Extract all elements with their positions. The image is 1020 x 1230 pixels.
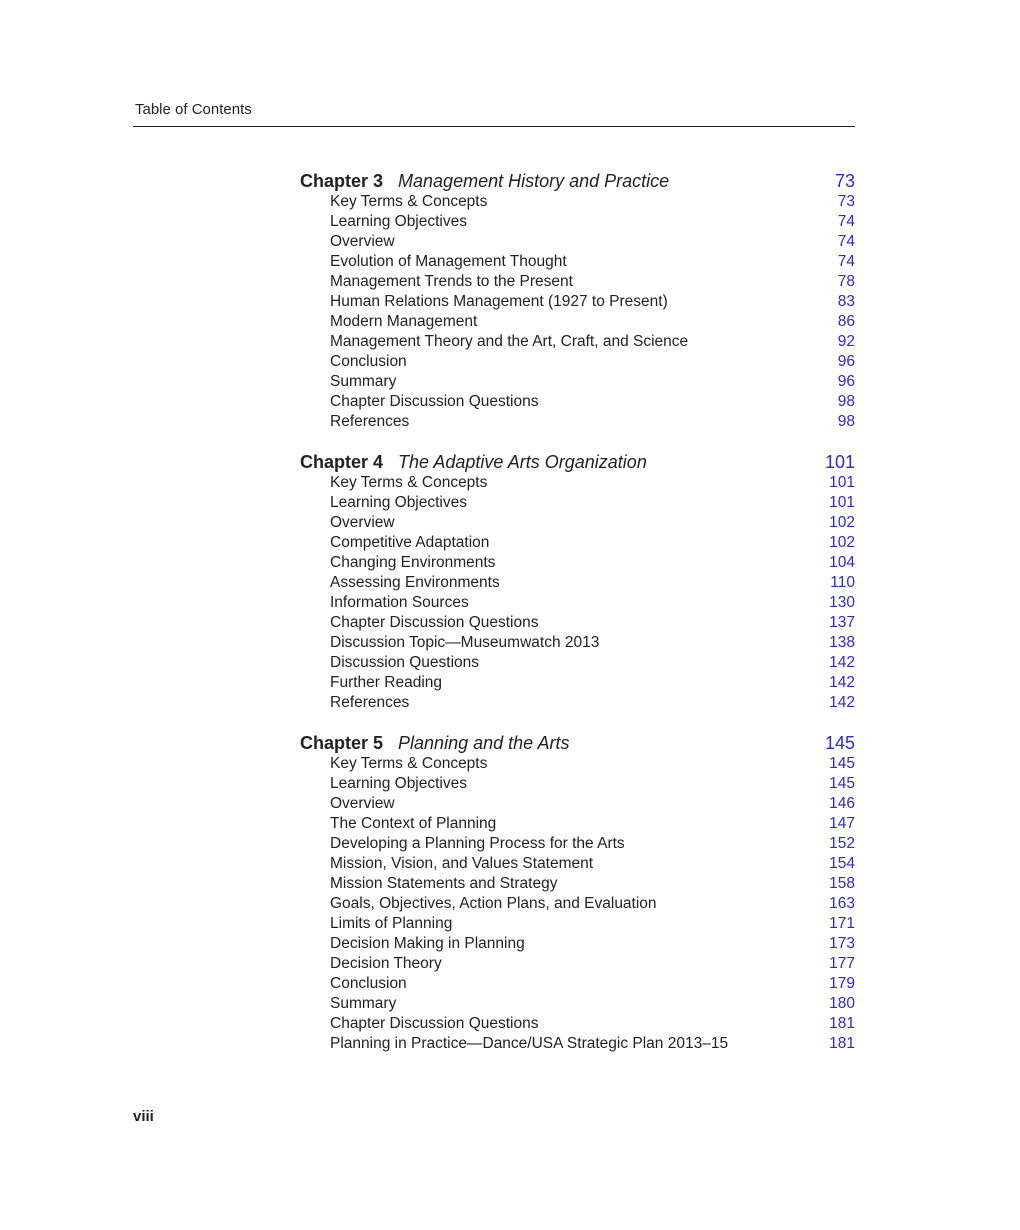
chapter-heading[interactable] xyxy=(300,170,855,192)
entry-page-link[interactable]: 98 xyxy=(837,393,855,410)
toc-entry[interactable] xyxy=(300,573,855,593)
entry-title: Goals, Objectives, Action Plans, and Evaluation xyxy=(330,895,657,912)
toc-entry[interactable] xyxy=(300,372,855,392)
entry-title: Information Sources xyxy=(330,594,469,611)
entry-page-link[interactable]: 86 xyxy=(837,313,855,330)
toc-entry[interactable] xyxy=(300,1034,855,1054)
entry-page-link[interactable]: 98 xyxy=(837,413,855,430)
entry-page-link[interactable]: 102 xyxy=(829,534,855,551)
table-of-contents xyxy=(300,170,855,1073)
toc-entry[interactable] xyxy=(300,834,855,854)
toc-entry[interactable] xyxy=(300,854,855,874)
toc-entry[interactable] xyxy=(300,232,855,252)
toc-entry[interactable] xyxy=(300,994,855,1014)
entry-page-link[interactable]: 137 xyxy=(829,614,855,631)
entry-title: Chapter Discussion Questions xyxy=(330,614,539,631)
entry-title: Learning Objectives xyxy=(330,494,467,511)
entry-page-link[interactable]: 142 xyxy=(829,674,855,691)
chapter-4 xyxy=(300,451,855,713)
entry-title: Modern Management xyxy=(330,313,478,330)
entry-title: Competitive Adaptation xyxy=(330,534,490,551)
entry-page-link[interactable]: 96 xyxy=(837,353,855,370)
entry-page-link[interactable]: 181 xyxy=(829,1035,855,1052)
toc-entry[interactable] xyxy=(300,874,855,894)
entry-page-link[interactable]: 158 xyxy=(829,875,855,892)
toc-entry[interactable] xyxy=(300,493,855,513)
entry-page-link[interactable]: 145 xyxy=(829,755,855,772)
entry-page-link[interactable]: 163 xyxy=(829,895,855,912)
entry-title: The Context of Planning xyxy=(330,815,497,832)
entry-page-link[interactable]: 177 xyxy=(829,955,855,972)
toc-entry[interactable] xyxy=(300,252,855,272)
toc-entry[interactable] xyxy=(300,332,855,352)
toc-entry[interactable] xyxy=(300,593,855,613)
entry-page-link[interactable]: 101 xyxy=(829,474,855,491)
entry-title: Mission, Vision, and Values Statement xyxy=(330,855,594,872)
entry-title: Limits of Planning xyxy=(330,915,453,932)
entry-page-link[interactable]: 73 xyxy=(837,193,855,210)
toc-entry[interactable] xyxy=(300,553,855,573)
entry-page-link[interactable]: 181 xyxy=(829,1015,855,1032)
entry-page-link[interactable]: 74 xyxy=(837,253,855,270)
entry-page-link[interactable]: 83 xyxy=(837,293,855,310)
entry-title: Changing Environments xyxy=(330,554,496,571)
toc-entry[interactable] xyxy=(300,352,855,372)
entry-page-link[interactable]: 173 xyxy=(829,935,855,952)
toc-entry[interactable] xyxy=(300,754,855,774)
chapter-title: Planning and the Arts xyxy=(398,733,570,753)
toc-entry[interactable] xyxy=(300,473,855,493)
entry-title: Planning in Practice—Dance/USA Strategic Plan 2013–15 xyxy=(330,1035,729,1052)
entry-title: Summary xyxy=(330,995,397,1012)
entry-title: Summary xyxy=(330,373,397,390)
entry-title: Overview xyxy=(330,233,395,250)
entry-page-link[interactable]: 74 xyxy=(837,233,855,250)
toc-entry[interactable] xyxy=(300,212,855,232)
entry-page-link[interactable]: 130 xyxy=(829,594,855,611)
toc-entry[interactable] xyxy=(300,774,855,794)
entry-title: Further Reading xyxy=(330,674,443,691)
entry-title: Overview xyxy=(330,514,395,531)
toc-entry[interactable] xyxy=(300,814,855,834)
toc-entry[interactable] xyxy=(300,312,855,332)
toc-entry[interactable] xyxy=(300,392,855,412)
entry-title: Conclusion xyxy=(330,353,407,370)
chapter-label: Chapter 4 xyxy=(300,452,384,472)
entry-page-link[interactable]: 179 xyxy=(829,975,855,992)
entry-title: Developing a Planning Process for the Arts xyxy=(330,835,625,852)
toc-entry[interactable] xyxy=(300,613,855,633)
entry-page-link[interactable]: 101 xyxy=(829,494,855,511)
entry-title: Management Trends to the Present xyxy=(330,273,573,290)
entry-title: Conclusion xyxy=(330,975,407,992)
entry-page-link[interactable]: 78 xyxy=(837,273,855,290)
chapter-label: Chapter 5 xyxy=(300,733,384,753)
entry-title: Management Theory and the Art, Craft, and Science xyxy=(330,333,689,350)
entry-title: Learning Objectives xyxy=(330,775,467,792)
running-head: Table of Contents xyxy=(135,101,252,118)
entry-title: Chapter Discussion Questions xyxy=(330,393,539,410)
chapter-5 xyxy=(300,732,855,1054)
toc-entry[interactable] xyxy=(300,633,855,653)
chapter-heading[interactable] xyxy=(300,451,855,473)
entry-page-link[interactable]: 96 xyxy=(837,373,855,390)
entry-page-link[interactable]: 74 xyxy=(837,213,855,230)
toc-entry[interactable] xyxy=(300,974,855,994)
chapter-label: Chapter 3 xyxy=(300,171,384,191)
entry-title: Human Relations Management (1927 to Present) xyxy=(330,293,668,310)
entry-page-link[interactable]: 138 xyxy=(829,634,855,651)
toc-entry[interactable] xyxy=(300,954,855,974)
toc-entry[interactable] xyxy=(300,914,855,934)
entry-page-link[interactable]: 110 xyxy=(830,574,855,591)
page-folio: viii xyxy=(133,1108,154,1125)
toc-entry[interactable] xyxy=(300,653,855,673)
chapter-page-link[interactable]: 73 xyxy=(834,171,855,191)
entry-page-link[interactable]: 152 xyxy=(829,835,855,852)
entry-title: Key Terms & Concepts xyxy=(330,474,488,491)
entry-page-link[interactable]: 180 xyxy=(829,995,855,1012)
entry-title: Key Terms & Concepts xyxy=(330,193,488,210)
entry-title: References xyxy=(330,694,410,711)
toc-entry[interactable] xyxy=(300,412,855,432)
chapter-page-link[interactable]: 101 xyxy=(824,452,855,472)
toc-entry[interactable] xyxy=(300,272,855,292)
header-rule xyxy=(133,126,855,127)
entry-title: Assessing Environments xyxy=(330,574,500,591)
entry-title: Overview xyxy=(330,795,395,812)
chapter-title: The Adaptive Arts Organization xyxy=(398,452,647,472)
entry-page-link[interactable]: 104 xyxy=(829,554,855,571)
toc-entry[interactable] xyxy=(300,693,855,713)
entry-page-link[interactable]: 92 xyxy=(837,333,855,350)
entry-page-link[interactable]: 146 xyxy=(829,795,855,812)
toc-entry[interactable] xyxy=(300,513,855,533)
toc-entry[interactable] xyxy=(300,894,855,914)
toc-entry[interactable] xyxy=(300,1014,855,1034)
entry-title: Key Terms & Concepts xyxy=(330,755,488,772)
chapter-page-link[interactable]: 145 xyxy=(824,733,855,753)
chapter-heading[interactable] xyxy=(300,732,855,754)
toc-entry[interactable] xyxy=(300,794,855,814)
entry-title: Learning Objectives xyxy=(330,213,467,230)
entry-page-link[interactable]: 142 xyxy=(829,694,855,711)
entry-title: References xyxy=(330,413,410,430)
entry-title: Decision Making in Planning xyxy=(330,935,525,952)
toc-entry[interactable] xyxy=(300,292,855,312)
entry-title: Discussion Questions xyxy=(330,654,480,671)
toc-entry[interactable] xyxy=(300,934,855,954)
entry-page-link[interactable]: 142 xyxy=(829,654,855,671)
entry-title: Decision Theory xyxy=(330,955,442,972)
entry-page-link[interactable]: 102 xyxy=(829,514,855,531)
toc-entry[interactable] xyxy=(300,673,855,693)
toc-entry[interactable] xyxy=(300,533,855,553)
entry-title: Discussion Topic—Museumwatch 2013 xyxy=(330,634,600,651)
chapter-3 xyxy=(300,170,855,432)
toc-entry[interactable] xyxy=(300,192,855,212)
chapter-title: Management History and Practice xyxy=(398,171,670,191)
entry-page-link[interactable]: 171 xyxy=(829,915,855,932)
entry-title: Evolution of Management Thought xyxy=(330,253,567,270)
entry-page-link[interactable]: 154 xyxy=(829,855,855,872)
entry-title: Mission Statements and Strategy xyxy=(330,875,558,892)
entry-page-link[interactable]: 145 xyxy=(829,775,855,792)
entry-page-link[interactable]: 147 xyxy=(829,815,855,832)
entry-title: Chapter Discussion Questions xyxy=(330,1015,539,1032)
